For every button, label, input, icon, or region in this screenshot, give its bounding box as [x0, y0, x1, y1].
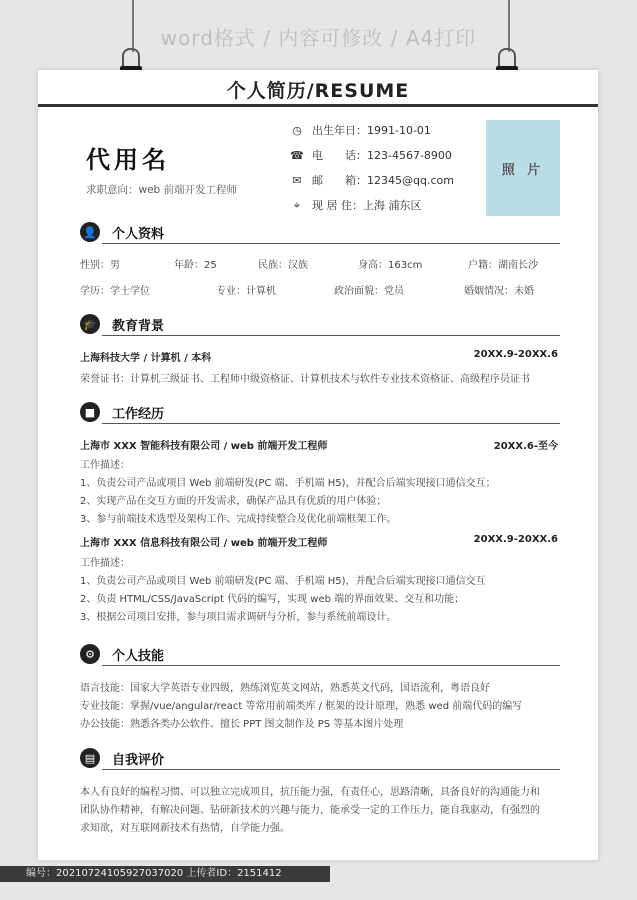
section-title: 个人技能	[112, 649, 165, 664]
education-certs: 荣誉证书：计算机三级证书、工程师中级资格证、计算机技术与软件专业技术资格证、高级程序员证书	[80, 374, 530, 385]
hanging-string	[508, 0, 510, 52]
info-degree: 学历：学士学位	[80, 286, 150, 297]
contact-phone: ☎ 电 话：123-4567-8900	[290, 149, 452, 162]
job-intent: 求职意向：web 前端开发工程师	[86, 184, 238, 196]
job-desc-line: 2、实现产品在交互方面的开发需求，确保产品具有优质的用户体验；	[80, 496, 387, 507]
contact-address: ⌖ 现 居 住：上海 浦东区	[290, 197, 422, 213]
hanging-string	[132, 0, 134, 52]
info-age: 年龄：25	[174, 260, 217, 271]
education-school: 上海科技大学 / 计算机 / 本科	[80, 353, 212, 364]
section-title: 个人资料	[112, 227, 165, 242]
section-header-info	[80, 222, 560, 244]
job-desc-line: 3、参与前端技术选型及架构工作、完成持续整合及优化前端框架工作。	[80, 514, 397, 525]
skill-line: 专业技能：掌握/vue/angular/react 等常用前端类库 / 框架的设计原理，熟悉 wed 前端代码的编写	[80, 701, 523, 712]
notebook-icon: ▤	[80, 748, 100, 768]
banner-caption: word格式 / 内容可修改 / A4打印	[160, 26, 477, 50]
job-desc-label: 工作描述：	[80, 558, 130, 569]
section-title: 自我评价	[112, 753, 165, 768]
section-header-skills	[80, 644, 560, 666]
person-icon: 👤	[80, 222, 100, 242]
self-eval-line: 团队协作精神，有解决问题、钻研新技术的兴趣与能力，能承受一定的工作压力，能自我驱动，有强烈的	[80, 805, 540, 816]
resume-page	[38, 70, 598, 860]
job-desc-line: 3、根据公司项目安排，参与项目需求调研与分析，参与系统前端设计。	[80, 612, 397, 623]
self-eval-line: 求知欲，对互联网新技术有热情，自学能力强。	[80, 823, 290, 834]
graduation-cap-icon: 🎓	[80, 314, 100, 334]
job-title: 上海市 XXX 智能科技有限公司 / web 前端开发工程师	[80, 441, 328, 452]
section-title: 工作经历	[112, 407, 165, 422]
briefcase-icon: ■	[80, 402, 100, 422]
phone-icon: ☎	[290, 149, 304, 162]
section-header-self-evaluation	[80, 748, 560, 770]
job-desc-line: 2、负责 HTML/CSS/JavaScript 代码的编写，实现 web 端的界面效果、交互和功能；	[80, 594, 465, 605]
footer-id-bar: 编号：20210724105927037020 上传者ID：2151412	[0, 866, 330, 882]
info-marital: 婚姻情况：未婚	[464, 286, 534, 297]
location-pin-icon: ⌖	[293, 199, 301, 212]
section-header-education	[80, 314, 560, 336]
self-eval-line: 本人有良好的编程习惯、可以独立完成项目，抗压能力强，有责任心，思路清晰，具备良好的沟通能力和	[80, 787, 540, 798]
job-period: 20XX.6-至今	[493, 441, 558, 452]
job-desc-line: 1、负责公司产品或项目 Web 前端研发(PC 端、手机端 H5)，并配合后端实现接口通信交互；	[80, 478, 496, 489]
photo-placeholder: 照 片	[486, 120, 560, 216]
section-title: 教育背景	[112, 319, 165, 334]
contact-birthdate: ◷ 出生年日：1991-10-01	[290, 122, 431, 138]
info-major: 专业：计算机	[216, 286, 276, 297]
info-gender: 性别：男	[80, 260, 120, 271]
education-period: 20XX.9-20XX.6	[473, 349, 558, 360]
job-period: 20XX.9-20XX.6	[473, 534, 558, 545]
resume-title: 个人简历/RESUME	[226, 80, 410, 102]
info-ethnicity: 民族：汉族	[258, 260, 308, 271]
info-height: 身高：163cm	[358, 260, 423, 271]
job-title: 上海市 XXX 信息科技有限公司 / web 前端开发工程师	[80, 538, 328, 549]
job-desc-line: 1、负责公司产品或项目 Web 前端研发(PC 端、手机端 H5)，并配合后端实现接口通信交互	[80, 576, 486, 587]
candidate-name: 代用名	[86, 146, 170, 174]
envelope-icon: ✉	[292, 174, 302, 187]
contact-email: ✉ 邮 箱：12345@qq.com	[290, 172, 454, 188]
skill-line: 办公技能：熟悉各类办公软件、擅长 PPT 图文制作及 PS 等基本图片处理	[80, 719, 404, 730]
gear-icon: ⚙	[80, 644, 100, 664]
info-hometown: 户籍：湖南长沙	[468, 260, 538, 271]
skill-line: 语言技能：国家大学英语专业四级，熟练浏览英文网站，熟悉英文代码，国语流利，粤语良好	[80, 683, 490, 694]
clock-icon: ◷	[292, 124, 302, 137]
info-politics: 政治面貌：党员	[334, 286, 404, 297]
job-desc-label: 工作描述：	[80, 460, 130, 471]
section-header-work	[80, 402, 560, 424]
title-divider	[38, 104, 598, 107]
